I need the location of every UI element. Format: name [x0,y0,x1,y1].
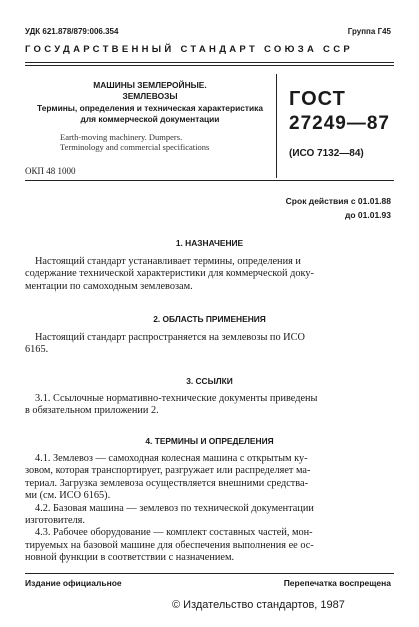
english-title-line: Terminology and commercial specifications [60,142,210,152]
paragraph-line: ментации по самоходным землевозам. [25,280,193,292]
title-line: для коммерческой документации [80,114,220,124]
footer-rule [25,573,394,574]
paragraph-line: Настоящий стандарт устанавливает термины, определения и [35,256,301,267]
paragraph-line: 6165. [25,344,49,356]
paragraph-line: тируемых на базовой машине для обеспечения выполнения ее ос- [25,539,314,551]
okp-code: ОКП 48 1000 [25,166,76,176]
vertical-divider [276,74,277,178]
section-paragraph [25,332,394,357]
top-rule-thin [25,65,394,66]
section-heading: 3. ССЫЛКИ [186,376,233,386]
section-paragraph [25,453,394,565]
paragraph-line: 4.3. Рабочее оборудование — комплект составных частей, мон- [35,527,313,539]
section-paragraph [25,393,394,418]
paragraph-line: 3.1. Ссылочные нормативно-технические документы приведены [35,393,318,404]
paragraph-line: содержание технической характеристики для коммерческой доку- [25,268,314,280]
udk-code: УДК 621.878/879:006.354 [25,27,119,36]
gost-number: 27249—87 [289,113,390,134]
english-title [60,132,209,152]
top-rule [25,62,394,63]
title-bottom-rule [25,180,394,181]
state-standard-heading: ГОСУДАРСТВЕННЫЙ СТАНДАРТ СОЮЗА ССР [25,44,354,55]
official-edition: Издание официальное [25,578,122,588]
copyright-notice: © Издательство стандартов, 1987 [172,599,345,611]
reprint-notice: Перепечатка воспрещена [283,578,391,588]
paragraph-line: ми (см. ИСО 6165). [25,490,111,502]
english-title-line: Earth-moving machinery. Dumpers. [60,132,183,142]
title-line: ЗЕМЛЕВОЗЫ [122,91,178,101]
gost-label: ГОСТ [289,88,346,110]
paragraph-line: новной функции в соответствии с назначением. [25,552,235,564]
paragraph-line: в обязательном приложении 2. [25,405,159,417]
section-heading: 4. ТЕРМИНЫ И ОПРЕДЕЛЕНИЯ [145,436,274,446]
paragraph-line: териал. Загрузка землевоза осуществляется внешними средства- [25,477,309,489]
paragraph-line: зовом, которая транспортирует, разгружает или распределяет ма- [25,465,311,477]
group-code: Группа Г45 [347,27,391,36]
title-line: Термины, определения и техническая характеристика [37,103,263,113]
title-block [25,80,275,125]
validity-to: до 01.01.93 [344,210,391,220]
paragraph-line: изготовителя. [25,515,85,527]
paragraph-line: 4.1. Землевоз — самоходная колесная машина с открытым ку- [35,453,308,464]
section-heading: 2. ОБЛАСТЬ ПРИМЕНЕНИЯ [153,314,266,324]
section-heading: 1. НАЗНАЧЕНИЕ [175,238,244,248]
iso-reference: (ИСО 7132—84) [289,148,364,159]
paragraph-line: 4.2. Базовая машина — землевоз по технической документации [35,502,314,514]
validity-from: Срок действия с 01.01.88 [285,196,391,206]
title-line: МАШИНЫ ЗЕМЛЕРОЙНЫЕ. [93,80,207,90]
section-paragraph [25,256,394,293]
paragraph-line: Настоящий стандарт распространяется на землевозы по ИСО [35,332,305,343]
